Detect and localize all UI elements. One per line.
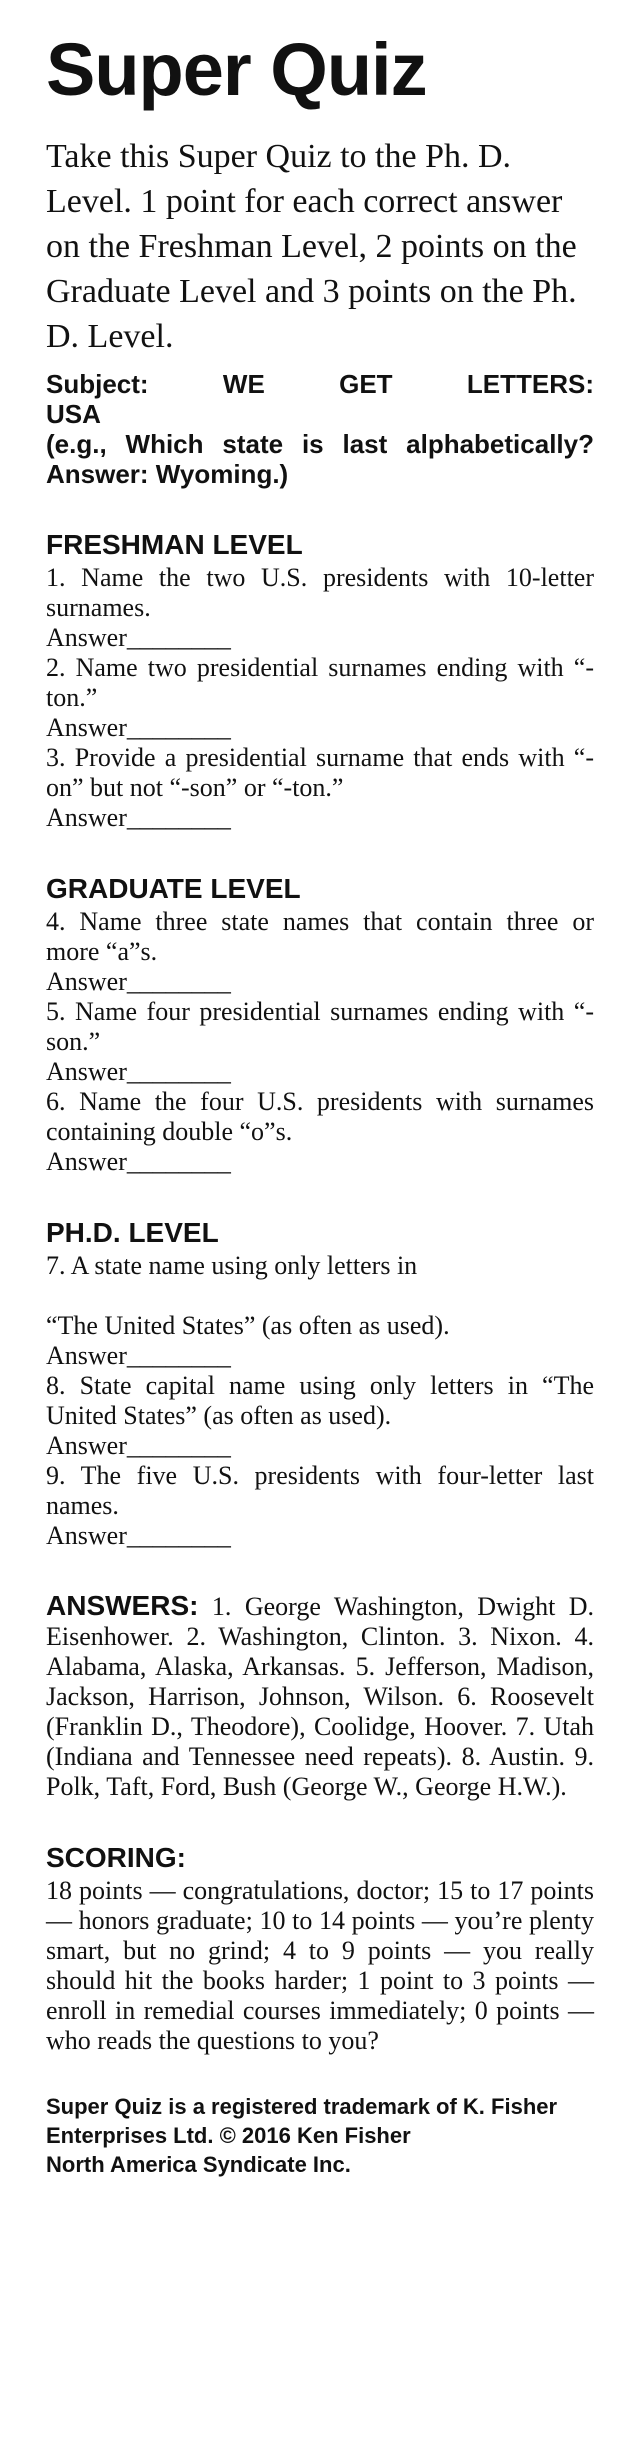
answer-blank-7: Answer________ bbox=[46, 1341, 231, 1370]
answer-blank-1: Answer________ bbox=[46, 623, 231, 652]
graduate-level-heading: GRADUATE LEVEL bbox=[46, 873, 301, 904]
question-9: 9. The five U.S. presidents with four-letter last names. bbox=[46, 1461, 594, 1520]
answer-blank-8: Answer________ bbox=[46, 1431, 231, 1460]
answer-blank-9: Answer________ bbox=[46, 1521, 231, 1550]
trademark-notice: Super Quiz is a registered trademark of K. Fisher Enterprises Ltd. © 2016 Ken Fisher bbox=[46, 2094, 558, 2148]
page-title: Super Quiz bbox=[46, 28, 427, 111]
question-4: 4. Name three state names that contain three or more “a”s. bbox=[46, 907, 594, 966]
question-7-continued: “The United States” (as often as used). bbox=[46, 1311, 450, 1340]
subject-block bbox=[46, 369, 594, 429]
question-8: 8. State capital name using only letters in “The United States” (as often as used). bbox=[46, 1371, 594, 1430]
question-3: 3. Provide a presidential surname that ends with “-on” but not “-son” or “-ton.” bbox=[46, 743, 594, 802]
phd-level-section bbox=[46, 1217, 594, 1551]
answers-text: 1. George Washington, Dwight D. Eisenhower. 2. Washington, Clinton. 3. Nixon. 4. Alabama, Alaska, Arkansas. 5. Jefferson, Madison, Jackson, Harrison, Johnson, Wilson. 6. Roosevelt (Franklin D., Theodore), Coolidge, Hoover. 7. Utah (Indiana and Tennessee need repeats). 8. Austin. 9. Polk, Taft, Ford, Bush (George W., George H.W.). bbox=[46, 1592, 595, 1801]
answer-blank-2: Answer________ bbox=[46, 713, 231, 742]
question-6: 6. Name the four U.S. presidents with surnames containing double “o”s. bbox=[46, 1087, 594, 1146]
question-2: 2. Name two presidential surnames ending with “-ton.” bbox=[46, 653, 594, 712]
graduate-level-section bbox=[46, 873, 594, 1177]
intro-text: Take this Super Quiz to the Ph. D. Level. 1 point for each correct answer on the Freshman Level, 2 points on the Graduate Level and 3 points on the Ph. D. Level. bbox=[46, 138, 577, 355]
subject-example: (e.g., Which state is last alphabetically? Answer: Wyoming.) bbox=[46, 429, 594, 489]
syndicate-name: North America Syndicate Inc. bbox=[46, 2152, 351, 2177]
subject-country: USA bbox=[46, 399, 101, 429]
phd-level-heading: PH.D. LEVEL bbox=[46, 1217, 219, 1248]
scoring-text: 18 points — congratulations, doctor; 15 to 17 points — honors graduate; 10 to 14 points — you’re plenty smart, but no grind; 4 to 9 points — you really should hit the books harder; 1 point to 3 points — enroll in remedial courses immediately; 0 points — who reads the questions to you? bbox=[46, 1876, 594, 2055]
question-1: 1. Name the two U.S. presidents with 10-letter surnames. bbox=[46, 563, 594, 622]
question-7: 7. A state name using only letters in bbox=[46, 1251, 418, 1280]
answer-blank-4: Answer________ bbox=[46, 967, 231, 996]
scoring-section bbox=[46, 1842, 594, 2056]
answers-label: ANSWERS: bbox=[46, 1590, 199, 1621]
scoring-label: SCORING: bbox=[46, 1842, 186, 1873]
freshman-level-section bbox=[46, 529, 594, 833]
question-5: 5. Name four presidential surnames ending with “-son.” bbox=[46, 997, 594, 1056]
answer-blank-6: Answer________ bbox=[46, 1147, 231, 1176]
answers-section bbox=[46, 1591, 594, 1802]
answer-blank-5: Answer________ bbox=[46, 1057, 231, 1086]
subject-line: Subject: WE GET LETTERS: bbox=[46, 369, 594, 399]
answer-blank-3: Answer________ bbox=[46, 803, 231, 832]
freshman-level-heading: FRESHMAN LEVEL bbox=[46, 529, 303, 560]
footer-credits bbox=[46, 2092, 594, 2179]
